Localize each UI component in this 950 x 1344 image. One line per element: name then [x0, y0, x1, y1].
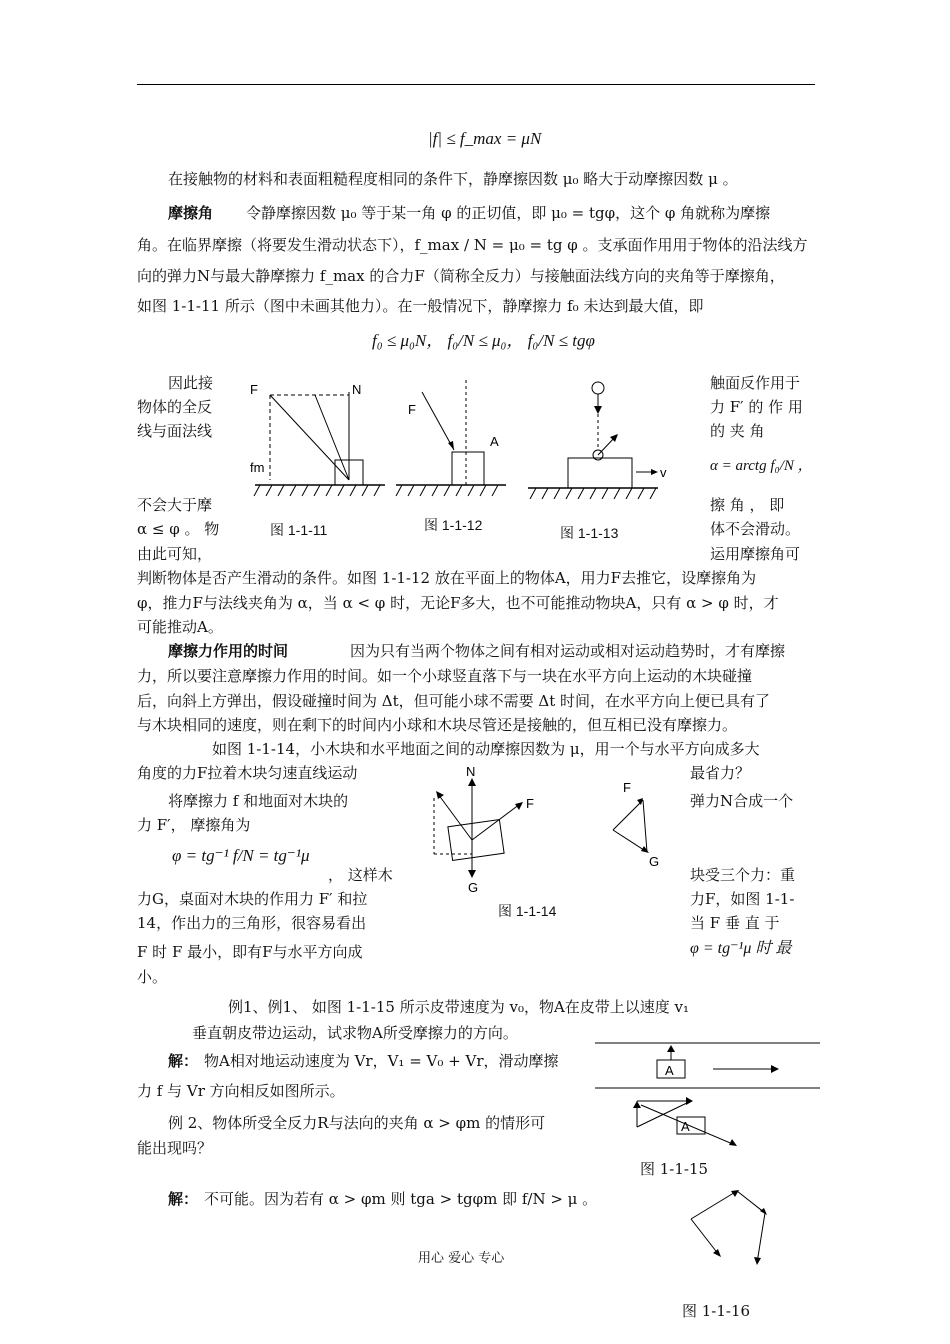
- right14-4: 力F，如图 1-1-: [690, 890, 795, 908]
- heading-friction-angle: 摩擦角: [168, 204, 214, 222]
- wrap-left-4: 不会大于摩: [137, 496, 213, 514]
- fig11-label-fm: fm: [250, 460, 265, 475]
- time-line-1: 因为只有当两个物体之间有相对运动或相对运动趋势时，才有摩擦: [350, 642, 786, 660]
- fig15-bottom-label-A: A: [681, 1119, 690, 1134]
- caption-fig-1-1-13: 图 1-1-13: [560, 525, 619, 541]
- paragraph-static-coefficient: 在接触物的材料和表面粗糙程度相同的条件下，静摩擦因数 μ₀ 略大于动摩擦因数 μ 。: [168, 170, 738, 188]
- right14-3: 块受三个力：重: [690, 866, 796, 884]
- fig15-top-label-A: A: [665, 1063, 674, 1078]
- left14-6: 力G，桌面对木块的作用力 F′ 和拉: [137, 890, 368, 908]
- friction-angle-line-2: 角。在临界摩擦（将要发生滑动状态下），f_max / N = μ₀ = tg φ 。支承面作用用于物体的沿法线方: [137, 236, 808, 254]
- heading-friction-time: 摩擦力作用的时间: [168, 642, 289, 660]
- time-line-4: 与木块相同的速度，则在剩下的时间内小球和木块尽管还是接触的，但互相已没有摩擦力。: [137, 716, 738, 734]
- caption-fig-1-1-16: 图 1-1-16: [682, 1302, 751, 1320]
- caption-fig-1-1-14: 图 1-1-14: [498, 903, 557, 919]
- left14-3: 力 F′， 摩擦角为: [137, 816, 251, 834]
- fig11-label-N: N: [352, 382, 362, 397]
- wrap-right-6: 体不会滑动。: [710, 520, 801, 538]
- wrap-left-3: 线与面法线: [137, 422, 213, 440]
- time-line-3: 后，向斜上方弹出，假设碰撞时间为 Δt，但可能小球不需要 Δt 时间，在水平方向上便已具有了: [137, 692, 771, 710]
- left14-9: 小。: [137, 968, 168, 986]
- header-rule: [137, 84, 815, 85]
- example2-line-1: 例 2、物体所受全反力R与法向的夹角 α > φm 的情形可: [168, 1114, 546, 1132]
- example2-solution-label: 解：: [168, 1190, 199, 1208]
- triangle-label-G: G: [649, 854, 660, 869]
- caption-fig-1-1-11: 图 1-1-11: [270, 522, 328, 538]
- wrap-right-3: 的 夹 角: [710, 422, 765, 440]
- example2-line-2: 能出现吗？: [137, 1139, 213, 1157]
- right14-1: 最省力？: [690, 764, 751, 782]
- force-triangle: [605, 780, 675, 870]
- wrap-left-2: 物体的全反: [137, 398, 213, 416]
- wrap-left-6: 由此可知，: [137, 545, 213, 563]
- friction-angle-line-4: 如图 1-1-11 所示（图中未画其他力）。在一般情况下，静摩擦力 f₀ 未达到最大值，即: [137, 297, 704, 315]
- example1-solution-label: 解：: [168, 1052, 199, 1070]
- left14-4: φ = tg⁻¹ f/N = tg⁻¹μ: [172, 846, 310, 865]
- left14-7: 14，作出力的三角形，很容易看出: [137, 914, 367, 932]
- fig14-label-N: N: [466, 764, 476, 779]
- right14-5: 当 F 垂 直 于: [690, 914, 780, 932]
- left14-5: ， 这样木: [328, 866, 393, 884]
- left14-8: F 时 F 最小，即有F与水平方向成: [137, 943, 363, 961]
- wrap-right-4: α = arctg f₀/N ，: [710, 458, 813, 474]
- left14-1: 角度的力F拉着木块匀速直线运动: [137, 764, 358, 782]
- fig14-label-G: G: [468, 880, 479, 895]
- wrap-right-7: 运用摩擦角可: [710, 545, 801, 563]
- caption-fig-1-1-12: 图 1-1-12: [424, 517, 483, 533]
- wrap-right-1: 触面反作用于: [710, 374, 801, 392]
- judge-line-2: φ，推力F与法线夹角为 α，当 α < φ 时，无论F多大，也不可能推动物块A，只有 α > φ 时，才: [137, 594, 779, 612]
- formula-static-inequality: f₀ ≤ μ₀N， f₀/N ≤ μ₀， f₀/N ≤ tgφ: [372, 331, 595, 350]
- fig11-label-F: F: [250, 382, 258, 397]
- example1-solution-2: 力 f 与 Vr 方向相反如图所示。: [137, 1082, 345, 1100]
- fig12-label-F: F: [408, 402, 416, 417]
- time-line-2: 力，所以要注意摩擦力作用的时间。如一个小球竖直落下与一块在水平方向上运动的木块碰撞: [137, 667, 753, 685]
- figure-1-1-13: [528, 378, 668, 503]
- figure-1-1-12: [396, 380, 506, 500]
- example1-line-1: 例1、例1、 如图 1-1-15 所示皮带速度为 v₀，物A在皮带上以速度 v₁: [228, 998, 690, 1016]
- figure-1-1-11: [250, 380, 390, 500]
- wrap-right-5: 擦 角 ， 即: [710, 496, 785, 514]
- example1-line-2: 垂直朝皮带边运动，试求物A所受摩擦力的方向。: [192, 1024, 518, 1042]
- triangle-label-F: F: [623, 780, 631, 795]
- wrap-right-2: 力 F′ 的 作 用: [710, 398, 803, 416]
- right14-2: 弹力N合成一个: [690, 792, 794, 810]
- caption-fig-1-1-15: 图 1-1-15: [640, 1160, 709, 1178]
- judge-line-3: 可能推动A。: [137, 618, 223, 636]
- figure-1-1-16: [685, 1185, 775, 1270]
- figure-1-1-15: [595, 1035, 820, 1150]
- wrap-left-5: α ≤ φ 。 物: [137, 520, 220, 538]
- friction-angle-line-3: 向的弹力N与最大静摩擦力 f_max 的合力F（简称全反力）与接触面法线方向的夹角等于摩擦角，: [137, 267, 785, 285]
- left14-2: 将摩擦力 f 和地面对木块的: [168, 792, 349, 810]
- fig14-intro: 如图 1-1-14，小木块和水平地面之间的动摩擦因数为 μ，用一个与水平方向成多大: [212, 740, 760, 758]
- page-footer: 用心 爱心 专心: [418, 1251, 505, 1266]
- fig13-label-v: v: [660, 465, 667, 480]
- example2-solution: 不可能。因为若有 α > φm 则 tga > tgφm 即 f/N > μ 。: [204, 1190, 598, 1208]
- friction-angle-line-1: 令静摩擦因数 μ₀ 等于某一角 φ 的正切值，即 μ₀ = tgφ，这个 φ 角就称为摩擦: [246, 204, 771, 222]
- fig14-label-F: F: [526, 796, 534, 811]
- wrap-left-1: 因此接: [168, 374, 214, 392]
- figure-1-1-14: [420, 764, 550, 898]
- formula-max-friction: |f| ≤ f_max = μN: [428, 129, 542, 148]
- right14-6: φ = tg⁻¹μ 时 最: [690, 940, 792, 957]
- judge-line-1: 判断物体是否产生滑动的条件。如图 1-1-12 放在平面上的物体A，用力F去推它，设摩擦角为: [137, 569, 757, 587]
- example1-solution-1: 物A相对地运动速度为 Vr，V₁ = V₀ + Vr，滑动摩擦: [204, 1052, 559, 1070]
- fig12-label-A: A: [490, 434, 499, 449]
